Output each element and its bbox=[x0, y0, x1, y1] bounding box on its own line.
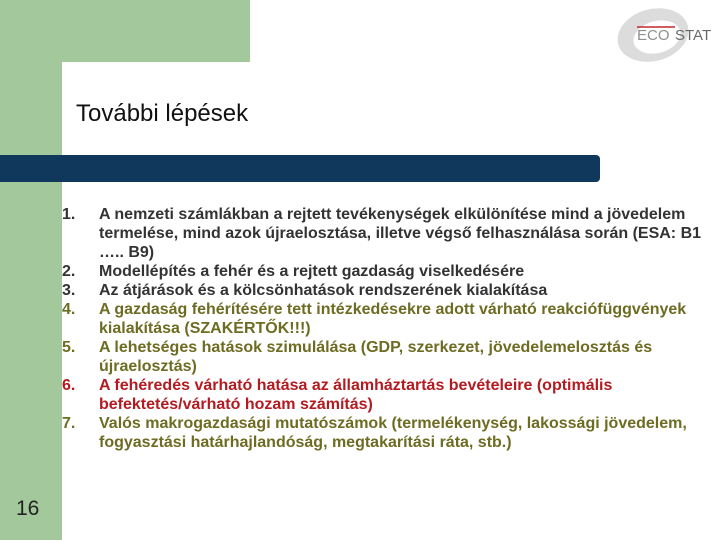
list-item-text: A nemzeti számlákban a rejtett tevékenységek elkülönítése mind a jövedelem termelése, mind azok újraelosztása, illetve végső felhasználása során (ESA: B1 ….. B9) bbox=[99, 206, 702, 261]
list-item-text: Az átjárások és a kölcsönhatások rendszerének kialakítása bbox=[99, 282, 548, 299]
ecostat-logo bbox=[595, 5, 720, 65]
logo-text-stat: STAT bbox=[675, 27, 712, 44]
list-item bbox=[56, 414, 716, 452]
list-item bbox=[56, 205, 716, 262]
list-item bbox=[56, 262, 716, 281]
list-item-number: 5. bbox=[62, 339, 76, 356]
list-item-number: 2. bbox=[62, 263, 76, 280]
list-item-text: A fehéredés várható hatása az államháztartás bevételeire (optimális befektetés/várható hozam számítás) bbox=[99, 377, 613, 413]
slide-title: További lépések bbox=[76, 100, 249, 127]
list-item-number: 4. bbox=[62, 301, 76, 318]
list-item bbox=[56, 281, 716, 300]
list-item bbox=[56, 376, 716, 414]
logo-text-eco: ECO bbox=[637, 27, 670, 44]
page-number: 16 bbox=[16, 497, 40, 520]
list-item-text: A gazdaság fehérítésére tett intézkedésekre adott várható reakciófüggvények kialakítása (SZAKÉRTŐK!!!) bbox=[99, 301, 687, 337]
list-item-number: 3. bbox=[62, 282, 76, 299]
list-item-number: 7. bbox=[62, 415, 76, 432]
list-item-text: Valós makrogazdasági mutatószámok (termelékenység, lakossági jövedelem, fogyasztási határhajlandóság, megtakarítási ráta, stb.) bbox=[99, 415, 687, 451]
list-item-text: Modellépítés a fehér és a rejtett gazdaság viselkedésére bbox=[99, 263, 525, 280]
list-item-text: A lehetséges hatások szimulálása (GDP, szerkezet, jövedelemelosztás és újraelosztás) bbox=[99, 339, 653, 375]
list-item-number: 6. bbox=[62, 377, 76, 394]
list-item bbox=[56, 300, 716, 338]
steps-list bbox=[56, 205, 716, 452]
title-underline-bar bbox=[0, 155, 600, 182]
list-item bbox=[56, 338, 716, 376]
list-item-number: 1. bbox=[62, 206, 76, 223]
